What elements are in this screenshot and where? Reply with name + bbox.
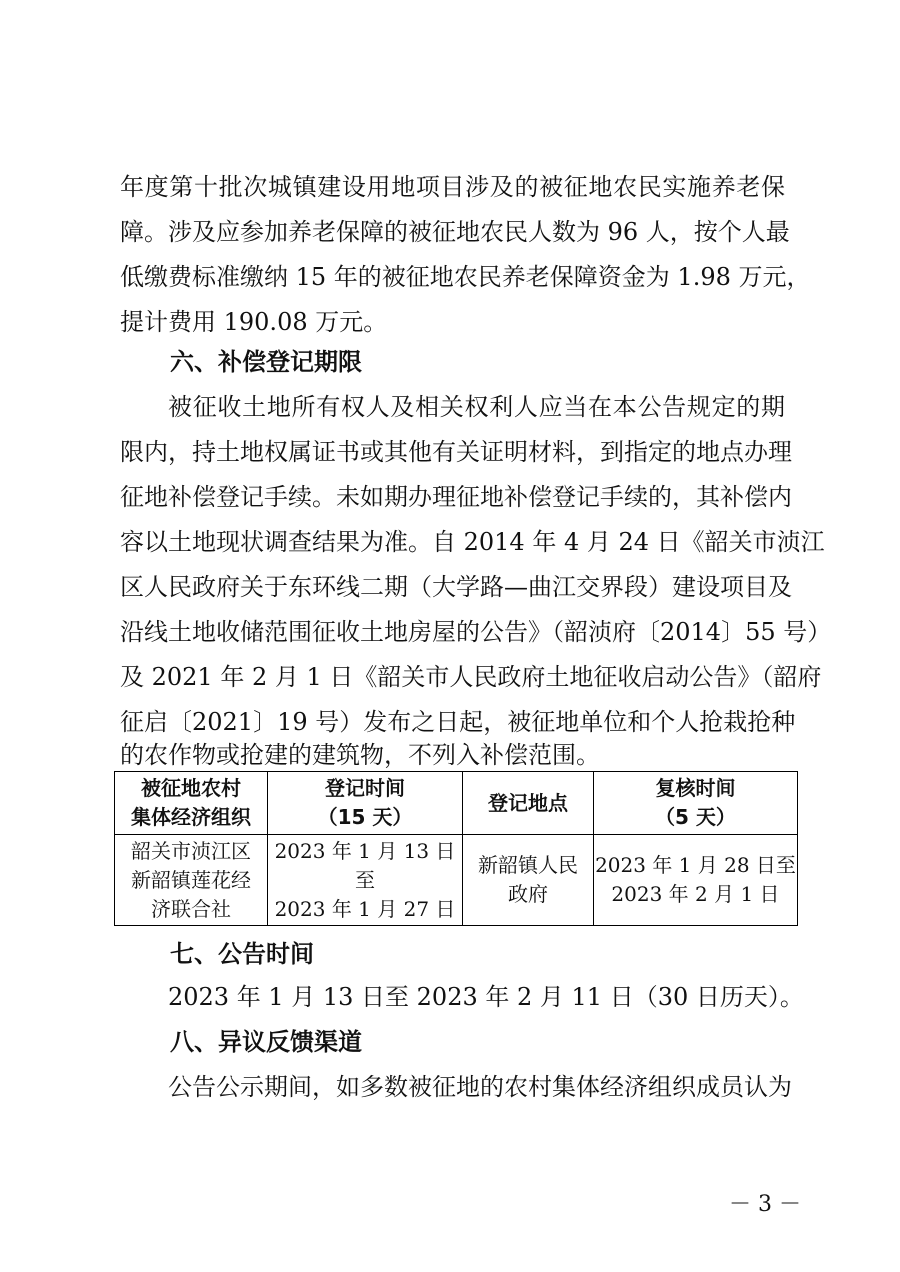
table-row [115, 835, 798, 926]
paragraph-line: 被征收土地所有权人及相关权利人应当在本公告规定的期 [168, 393, 785, 421]
paragraph-line: 提计费用 190.08 万元。 [120, 308, 388, 336]
header-text: 被征地农村 [141, 776, 241, 800]
section-6-heading: 六、补偿登记期限 [170, 348, 362, 376]
cell-text: 2023 年 2 月 1 日 [611, 882, 780, 906]
header-text: 登记地点 [488, 790, 568, 815]
cell-reg-time [268, 835, 463, 926]
header-text: （15 天） [317, 805, 413, 829]
paragraph-line: 征启〔2021〕19 号）发布之日起，被征地单位和个人抢栽抢种 [120, 708, 796, 736]
paragraph-line: 2023 年 1 月 13 日至 2023 年 2 月 11 日（30 日历天）。 [168, 983, 804, 1011]
paragraph-line: 及 2021 年 2 月 1 日《韶关市人民政府土地征收启动公告》（韶府 [120, 663, 822, 691]
cell-review-time [594, 835, 798, 926]
header-review-time [594, 772, 798, 835]
cell-reg-place [463, 835, 594, 926]
cell-text: 新韶镇莲花经 [131, 867, 251, 892]
cell-text: 2023 年 1 月 27 日 [274, 896, 456, 921]
section-7-heading: 七、公告时间 [170, 940, 314, 968]
cell-text: 济联合社 [151, 896, 231, 921]
paragraph-line: 限内，持土地权属证书或其他有关证明材料，到指定的地点办理 [120, 438, 792, 466]
header-reg-place [463, 772, 594, 835]
paragraph-line: 区人民政府关于东环线二期（大学路—曲江交界段）建设项目及 [120, 573, 792, 601]
cell-org [115, 835, 268, 926]
cell-text: 2023 年 1 月 13 日至 [274, 838, 456, 892]
cell-text: 新韶镇人民 [478, 853, 578, 877]
table-header-row [115, 772, 798, 835]
paragraph-line: 容以土地现状调查结果为准。自 2014 年 4 月 24 日《韶关市浈江 [120, 528, 825, 556]
header-text: （5 天） [655, 805, 736, 829]
paragraph-line: 障。涉及应参加养老保障的被征地农民人数为 96 人，按个人最 [120, 218, 790, 246]
header-text: 复核时间 [655, 776, 736, 800]
header-org [115, 772, 268, 835]
registration-table [114, 771, 798, 926]
header-reg-time [268, 772, 463, 835]
paragraph-line: 的农作物或抢建的建筑物，不列入补偿范围。 [120, 741, 600, 769]
paragraph-line: 征地补偿登记手续。未如期办理征地补偿登记手续的，其补偿内 [120, 483, 792, 511]
paragraph-line: 年度第十批次城镇建设用地项目涉及的被征地农民实施养老保 [120, 173, 785, 201]
cell-text: 2023 年 1 月 28 日至 [595, 853, 796, 877]
cell-text: 政府 [508, 882, 548, 906]
paragraph-line: 沿线土地收储范围征收土地房屋的公告》（韶浈府〔2014〕55 号） [120, 618, 832, 646]
section-8-heading: 八、异议反馈渠道 [170, 1028, 362, 1056]
paragraph-line: 公告公示期间，如多数被征地的农村集体经济组织成员认为 [168, 1073, 792, 1101]
header-text: 登记时间 [325, 776, 405, 800]
page-number: － 3 － [729, 1192, 801, 1217]
paragraph-line: 低缴费标准缴纳 15 年的被征地农民养老保障资金为 1.98 万元， [120, 263, 811, 291]
header-text: 集体经济组织 [131, 805, 251, 829]
cell-text: 韶关市浈江区 [131, 838, 251, 863]
